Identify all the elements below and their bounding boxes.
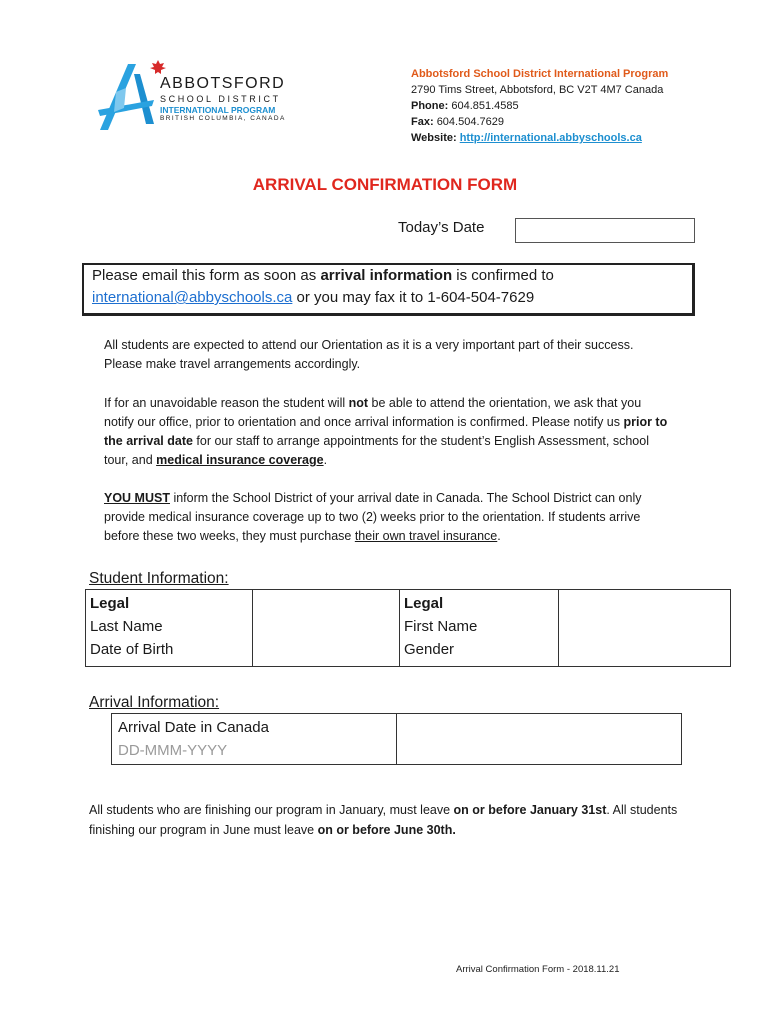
fax-value: 604.504.7629	[436, 116, 504, 128]
address: 2790 Tims Street, Abbotsford, BC V2T 4M7 Canada	[411, 84, 664, 96]
maple-leaf-icon	[150, 60, 166, 74]
website-line: Website: http://international.abbyschools.ca	[411, 132, 642, 144]
logo-line-2: SCHOOL DISTRICT	[160, 94, 281, 104]
fax-line: Fax: 604.504.7629	[411, 116, 504, 128]
logo-line-1: ABBOTSFORD	[160, 75, 286, 92]
student-info-table	[85, 589, 731, 667]
form-title: ARRIVAL CONFIRMATION FORM	[252, 175, 518, 194]
todays-date-field[interactable]	[515, 218, 695, 243]
notify-paragraph: If for an unavoidable reason the student will not be able to attend the orientation, we ask that you notify our office, prior to orientation and once arrival information is confirmed. Please notify us prior to the arrival date for our staff to arrange appointments for the student’s English Assessment, school tour, and medical insurance coverage.	[104, 396, 668, 467]
website-link[interactable]: http://international.abbyschools.ca	[459, 132, 642, 144]
arrival-info-table	[111, 713, 682, 765]
contact-block	[411, 66, 711, 146]
student-info-heading: Student Information:	[89, 570, 229, 587]
orientation-paragraph: All students are expected to attend our Orientation as it is a very important part of their success. Please make travel arrangements accordingly.	[104, 338, 634, 371]
logo-line-3: INTERNATIONAL PROGRAM	[160, 105, 276, 115]
email-notice-box: Please email this form as soon as arrival information is confirmed to international@abbyschools.ca or you may fax it to 1-604-504-7629	[82, 263, 695, 316]
arrival-info-heading: Arrival Information:	[89, 694, 220, 711]
org-name: Abbotsford School District International Program	[411, 68, 669, 80]
first-name-gender-field[interactable]	[559, 590, 731, 667]
student-right-labels: Legal First Name Gender	[400, 590, 559, 667]
arrival-date-placeholder: DD-MMM-YYYY	[118, 742, 228, 759]
insurance-paragraph: YOU MUST inform the School District of your arrival date in Canada. The School District can only provide medical insurance coverage up to two (2) weeks prior to the orientation. If students arrive before these two weeks, they must purchase their own travel insurance.	[104, 491, 642, 543]
last-name-dob-field[interactable]	[253, 590, 400, 667]
phone-value: 604.851.4585	[451, 100, 519, 112]
todays-date-label: Today’s Date	[398, 219, 485, 236]
arrival-date-field[interactable]	[397, 714, 682, 765]
email-link[interactable]: international@abbyschools.ca	[92, 289, 293, 306]
district-logo	[96, 62, 286, 134]
arrival-date-label-cell: Arrival Date in Canada DD-MMM-YYYY	[112, 714, 397, 765]
departure-paragraph: All students who are finishing our program in January, must leave on or before January 31st. All students finishing our program in June must leave on or before June 30th.	[89, 803, 678, 837]
student-left-labels: Legal Last Name Date of Birth	[86, 590, 253, 667]
footer-text: Arrival Confirmation Form - 2018.11.21	[456, 964, 620, 975]
logo-line-4: BRITISH COLUMBIA, CANADA	[160, 115, 286, 122]
phone-line: Phone: 604.851.4585	[411, 100, 519, 112]
